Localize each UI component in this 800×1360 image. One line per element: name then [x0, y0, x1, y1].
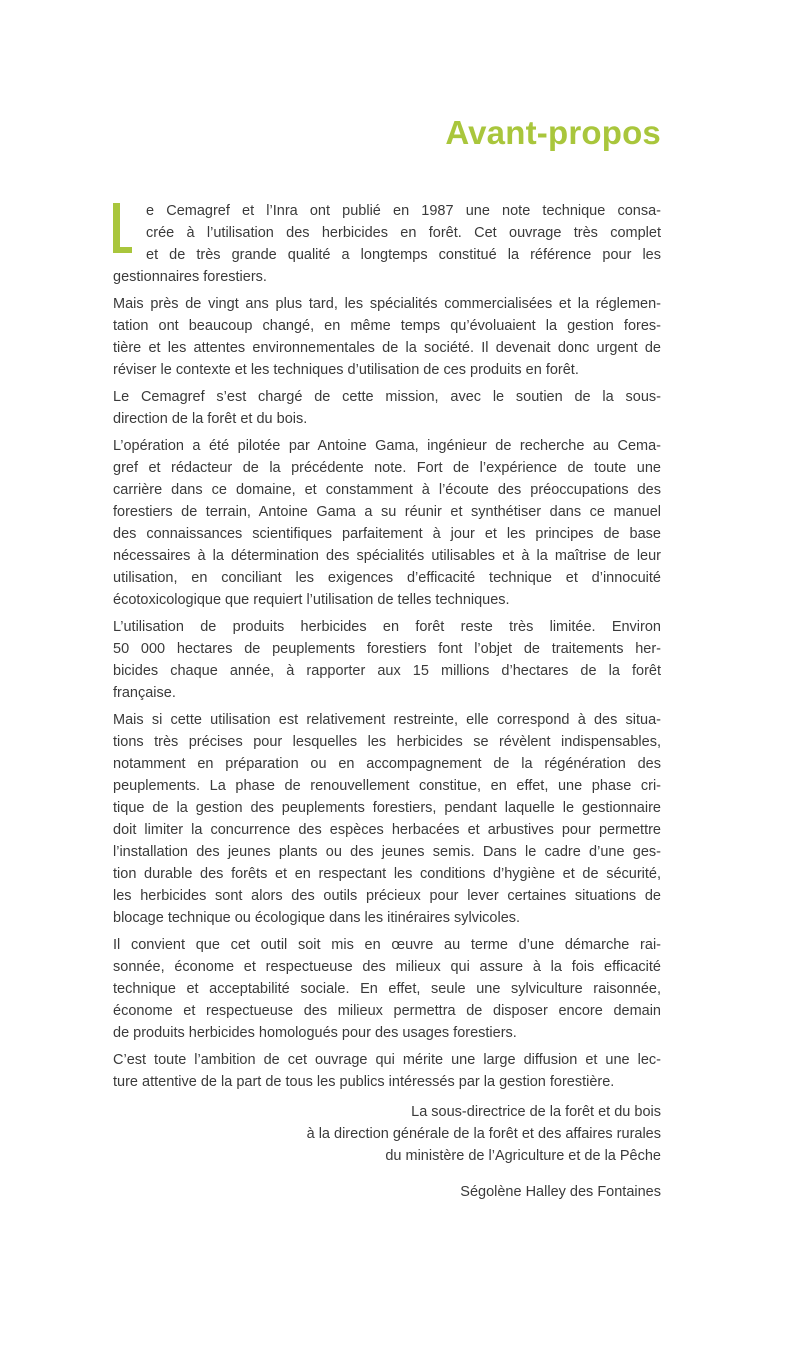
- paragraph: [113, 616, 661, 704]
- text-line: gref et rédacteur de la précédente note. Fort de l’expérience de toute une: [113, 460, 661, 476]
- text-line: ture attentive de la part de tous les publics intéressés par la gestion forestière.: [113, 1074, 615, 1090]
- signature-role-line: du ministère de l’Agriculture et de la Pêche: [385, 1148, 661, 1164]
- text-line: de produits herbicides homologués pour des usages forestiers.: [113, 1025, 517, 1041]
- page-title: Avant-propos: [445, 114, 661, 151]
- text-line: tation ont beaucoup changé, en même temps qu’évoluaient la gestion fores-: [113, 318, 661, 334]
- text-line: bicides chaque année, à rapporter aux 15 millions d’hectares de la forêt: [113, 663, 661, 679]
- text-line: forestiers de terrain, Antoine Gama a su réunir et synthétiser dans ce manuel: [113, 504, 661, 520]
- text-line: nécessaires à la détermination des spécialités utilisables et à la maîtrise de leur: [113, 548, 661, 564]
- signature-block: [307, 1101, 661, 1203]
- drop-cap-letter: [113, 203, 131, 253]
- text-line: Il convient que cet outil soit mis en œuvre au terme d’une démarche rai-: [113, 937, 661, 953]
- text-line: blocage technique ou écologique dans les itinéraires sylvicoles.: [113, 910, 521, 926]
- text-line: française.: [113, 685, 176, 701]
- paragraph: [113, 435, 661, 611]
- text-line: e Cemagref et l’Inra ont publié en 1987 une note technique consa-: [146, 203, 661, 219]
- paragraph: [113, 386, 661, 430]
- text-line: économe et respectueuse des milieux permettra de disposer encore demain: [113, 1003, 661, 1019]
- text-line: technique et acceptabilité sociale. En effet, seule une sylviculture raisonnée,: [113, 981, 661, 997]
- text-line: sonnée, économe et respectueuse des milieux qui assure à la fois efficacité: [113, 959, 661, 975]
- signature-role-line: La sous-directrice de la forêt et du bois: [411, 1104, 661, 1120]
- text-line: réviser le contexte et les techniques d’utilisation de ces produits en forêt.: [113, 362, 579, 378]
- text-line: tion durable des forêts et en respectant les conditions d’hygiène et de sécurité,: [113, 866, 661, 882]
- paragraph: [113, 200, 661, 288]
- text-line: direction de la forêt et du bois.: [113, 411, 308, 427]
- signature-name: Ségolène Halley des Fontaines: [460, 1184, 661, 1200]
- text-line: des connaissances scientifiques parfaitement à jour et les principes de base: [113, 526, 661, 542]
- text-line: gestionnaires forestiers.: [113, 269, 267, 285]
- text-line: L’utilisation de produits herbicides en forêt reste très limitée. Environ: [113, 619, 661, 635]
- text-line: crée à l’utilisation des herbicides en forêt. Cet ouvrage très complet: [146, 225, 661, 241]
- text-line: Mais près de vingt ans plus tard, les spécialités commercialisées et la réglemen-: [113, 296, 661, 312]
- text-line: et de très grande qualité a longtemps constitué la référence pour les: [146, 247, 661, 263]
- paragraph: [113, 709, 661, 929]
- text-line: utilisation, en conciliant les exigences d’efficacité technique et d’innocuité: [113, 570, 661, 586]
- text-line: tière et les attentes environnementales de la société. Il devenait donc urgent de: [113, 340, 661, 356]
- text-line: tions très précises pour lesquelles les herbicides se révèlent indispensables,: [113, 734, 661, 750]
- signature-role-line: à la direction générale de la forêt et des affaires rurales: [306, 1126, 661, 1142]
- text-line: notamment en préparation ou en accompagnement de la régénération des: [113, 756, 661, 772]
- text-line: L’opération a été pilotée par Antoine Gama, ingénieur de recherche au Cema-: [113, 438, 661, 454]
- paragraph: [113, 934, 661, 1044]
- text-line: C’est toute l’ambition de cet ouvrage qui mérite une large diffusion et une lec-: [113, 1052, 661, 1068]
- body-text: [113, 200, 661, 1098]
- paragraph: [113, 293, 661, 381]
- text-line: Mais si cette utilisation est relativement restreinte, elle correspond à des situa-: [113, 712, 661, 728]
- text-line: peuplements. La phase de renouvellement constitue, en effet, une phase cri-: [113, 778, 661, 794]
- paragraph: [113, 1049, 661, 1093]
- text-line: tique de la gestion des peuplements forestiers, pendant laquelle le gestionnaire: [113, 800, 661, 816]
- text-line: l’installation des jeunes plants ou des jeunes semis. Dans le cadre d’une ges-: [113, 844, 661, 860]
- text-line: Le Cemagref s’est chargé de cette mission, avec le soutien de la sous-: [113, 389, 661, 405]
- text-line: carrière dans ce domaine, et constamment à l’écoute des préoccupations des: [113, 482, 661, 498]
- text-line: écotoxicologique que requiert l’utilisation de telles techniques.: [113, 592, 510, 608]
- text-line: doit limiter la concurrence des espèces herbacées et arbustives pour permettre: [113, 822, 661, 838]
- text-line: 50 000 hectares de peuplements forestiers font l’objet de traitements her-: [113, 641, 661, 657]
- text-line: les herbicides sont alors des outils précieux pour lever certaines situations de: [113, 888, 661, 904]
